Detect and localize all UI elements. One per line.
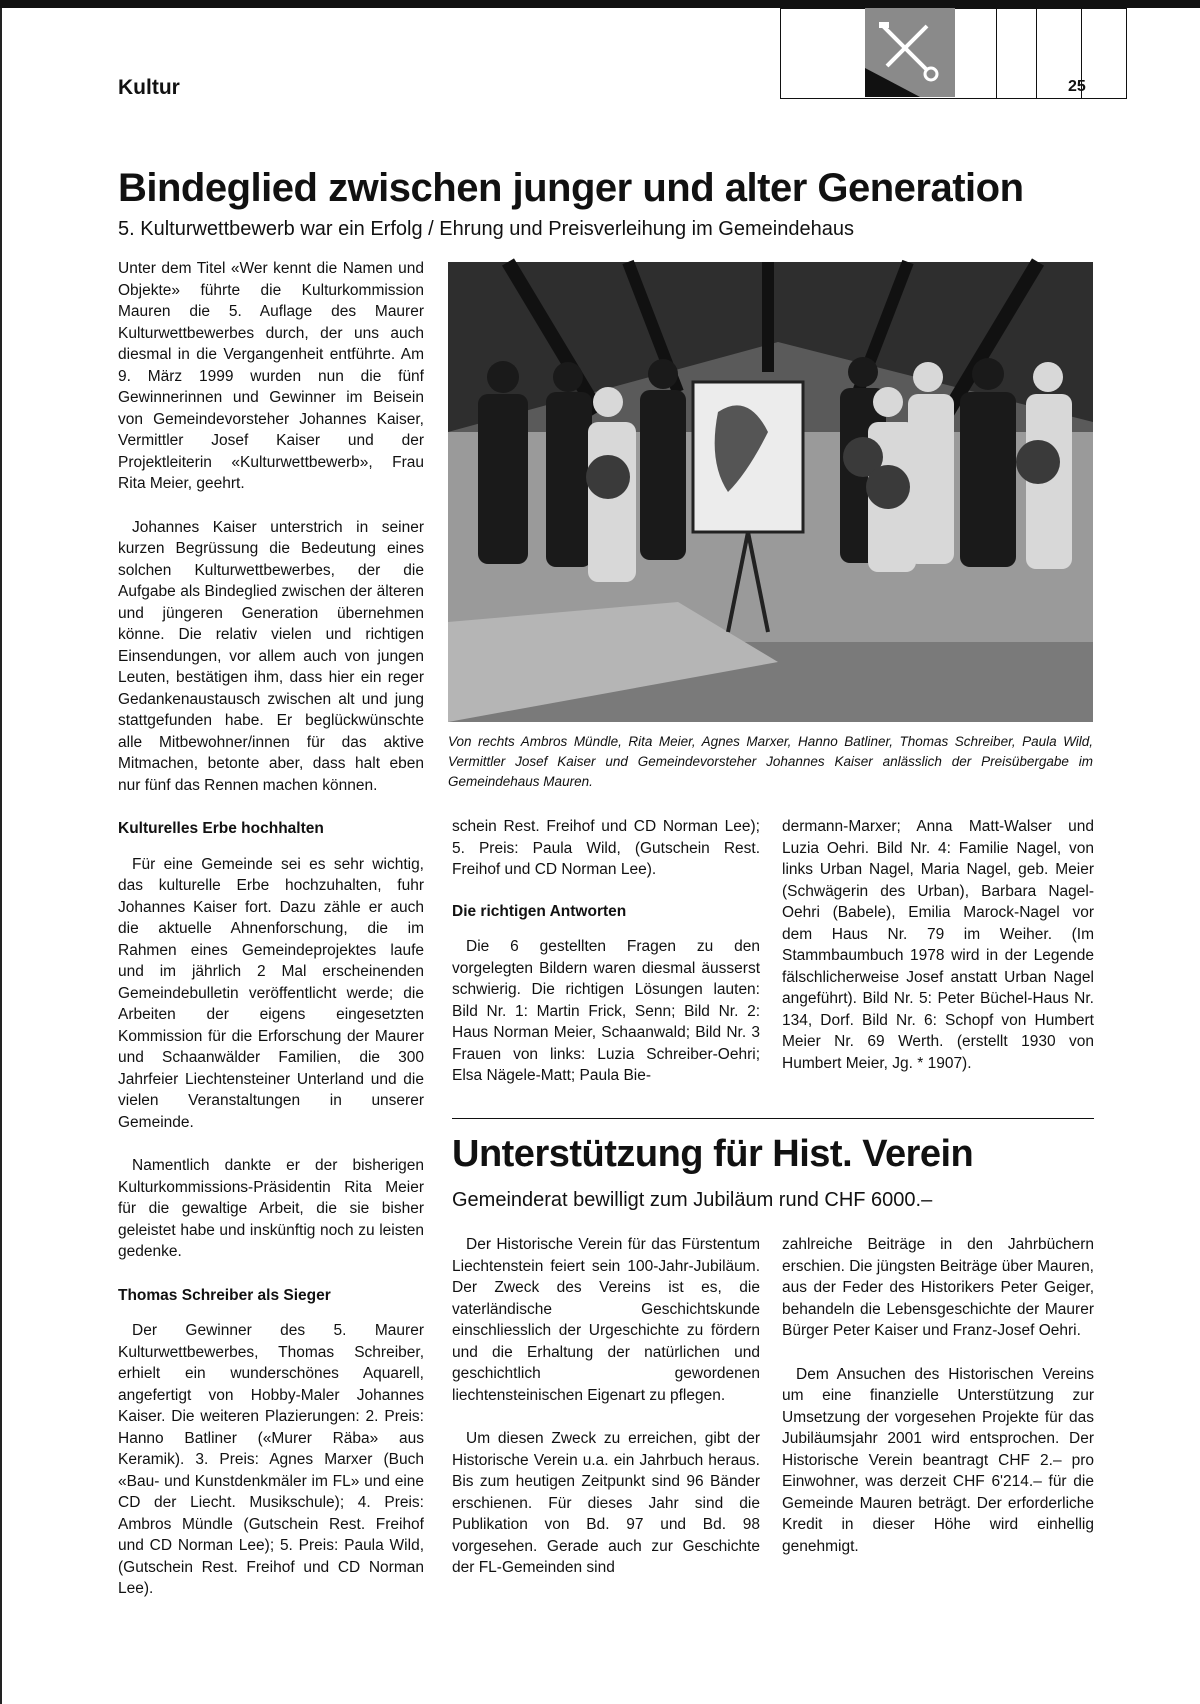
article2-right-column xyxy=(782,1234,1094,1579)
article2-subtitle: Gemeinderat bewilligt zum Jubiläum rund CHF 6000.– xyxy=(452,1189,933,1211)
body-paragraph: dermann-Marxer; Anna Matt-Walser und Luzia Oehri. Bild Nr. 4: Familie Nagel, von links Urban Nagel, Maria Nagel, geb. Meier (Schwägerin des Urban), Barbara Nagel-Oehri (Babele), Emilia Marock-Nagel vor dem Haus Nr. 79 im Weiher. (Im Stammbaumbuch 1978 wird in der Legende fälschlicherweise Josef anstatt Urban Nagel angeführt). Bild Nr. 5: Peter Büchel-Haus Nr. 134, Dorf. Bild Nr. 6: Schopf von Humbert Meier Nr. 69 Werth. (erstellt 1930 von Humbert Meier, Jg. * 1907). xyxy=(782,818,1094,1072)
body-paragraph: Um diesen Zweck zu erreichen, gibt der Historische Verein u.a. ein Jahrbuch heraus. Bis zum heutigen Zeitpunkt sind 96 Bänder erschienen. Für dieses Jahr sind die Publikation von Bd. 97 und Bd. 98 vorgesehen. Gerade auch zur Geschichte der FL-Gemeinden sind xyxy=(452,1430,760,1576)
page-edge-rule xyxy=(0,0,2,1704)
body-paragraph: Johannes Kaiser unterstrich in seiner kurzen Begrüssung die Bedeutung eines solchen Kulturwettbewerbes, der die Aufgabe als Bindeglied zwischen der älteren und jüngeren Generation übernehmen könne. Die relativ vielen und richtigen Einsendungen, vor allem auch von jungen Leuten, bestätigen ihm, dass hier ein reger Gedankenaustausch zwischen alt und jung stattgefunden habe. Er beglückwünschte alle Mitbewohner/innen für das aktive Mitmachen, betonte aber, dass halt eben nur fünf das Rennen machen können. xyxy=(118,518,424,794)
body-paragraph: Für eine Gemeinde sei es sehr wichtig, das kulturelle Erbe hochzuhalten, fuhr Johannes Kaiser fort. Dazu zähle er auch die aktuelle Ahnenforschung, die im Rahmen eines Gemeindeprojektes laufe und im jährlich 2 Mal erscheinenden Gemeindebulletin veröffentlicht werde; die Arbeiten der eigens eingesetzten Kommission für die Erforschung der Maurer und Schaanwälder Familien, die 300 Jahrfeier Liechtensteiner Unterland und die vielen Veranstaltungen in unserer Gemeinde. xyxy=(118,855,424,1131)
section-heading: Kulturelles Erbe hochhalten xyxy=(118,820,324,837)
article-subtitle: 5. Kulturwettbewerb war ein Erfolg / Ehrung und Preisverleihung im Gemeindehaus xyxy=(118,218,854,240)
section-label: Kultur xyxy=(118,76,180,99)
body-paragraph: Die 6 gestellten Fragen zu den vorgelegten Bildern waren diesmal äusserst schwierig. Die richtigen Lösungen lauten: Bild Nr. 1: Martin Frick, Senn; Bild Nr. 2: Haus Norman Meier, Schaanwald; Bild Nr. 3 Frauen von links: Luzia Schreiber-Oehri; Elsa Nägele-Matt; Paula Bie- xyxy=(452,938,760,1084)
body-paragraph: Unter dem Titel «Wer kennt die Namen und Objekte» führte die Kulturkommission Mauren die 5. Auflage des Maurer Kulturwettbewerbes durch, der uns auch diesmal in die Vergangenheit entführte. Am 9. März 1999 wurden nun die fünf Gewinnerinnen und Gewinner im Beisein von Gemeindevorsteher Johannes Kaiser, Vermittler Josef Kaiser und der Projektleiterin «Kulturwettbewerb», Frau Rita Meier, geehrt. xyxy=(118,260,424,492)
top-strip xyxy=(0,0,1200,8)
body-paragraph: Dem Ansuchen des Historischen Vereins um eine finanzielle Unterstützung zur Umsetzung der vorgesehen Projekte für das Jubiläumsjahr 2001 wird entsprochen. Der Historische Verein beantragt CHF 2.– pro Einwohner, was derzeit CHF 6'214.– für die Gemeinde Mauren beträgt. Der erforderliche Kredit in dieser Höhe wird einhellig genehmigt. xyxy=(782,1365,1094,1555)
article2-left-column xyxy=(452,1234,760,1579)
photo-caption: Von rechts Ambros Mündle, Rita Meier, Agnes Marxer, Hanno Batliner, Thomas Schreiber, Paula Wild, Vermittler Josef Kaiser und Gemeindevorsteher Johannes Kaiser anlässlich der Preisübergabe im Gemeindehaus Mauren. xyxy=(448,734,1093,789)
middle-column xyxy=(452,816,760,1087)
body-paragraph: Der Historische Verein für das Fürstentum Liechtenstein feiert sein 100-Jahr-Jubiläum. Der Zweck des Vereins ist es, die vaterländische Geschichtskunde einschliesslich der Urgeschichte zu fördern und die Erhaltung der natürlichen und geschichtlich gewordenen liechtensteinischen Eigenart zu pflegen. xyxy=(452,1236,760,1404)
article-title: Bindeglied zwischen junger und alter Generation xyxy=(118,166,1024,210)
crest-badge xyxy=(865,8,955,97)
body-paragraph: Namentlich dankte er der bisherigen Kulturkommissions-Präsidentin Rita Meier für die gewaltige Arbeit, die sie bisher geleistet habe und inskünftig noch zu leisten gedenke. xyxy=(118,1157,424,1260)
section-heading: Thomas Schreiber als Sieger xyxy=(118,1286,331,1304)
body-paragraph: zahlreiche Beiträge in den Jahrbüchern erschien. Die jüngsten Beiträge über Mauren, aus der Feder des Historikers Peter Geiger, behandeln die Lebensgeschichte der Maurer Bürger Peter Kaiser und Franz-Josef Oehri. xyxy=(782,1236,1094,1339)
section-heading: Die richtigen Antworten xyxy=(452,902,627,920)
photo-illustration xyxy=(448,262,1093,722)
page-number: 25 xyxy=(1068,78,1086,95)
tools-emblem-icon xyxy=(865,8,955,97)
group-photo xyxy=(448,262,1093,722)
article2-title: Unterstützung für Hist. Verein xyxy=(452,1133,974,1175)
left-column xyxy=(118,258,424,1597)
right-column xyxy=(782,816,1094,1074)
article-divider xyxy=(452,1118,1094,1119)
body-paragraph: schein Rest. Freihof und CD Norman Lee); 5. Preis: Paula Wild, (Gutschein Rest. Freihof und CD Norman Lee). xyxy=(452,818,760,878)
body-paragraph: Der Gewinner des 5. Maurer Kulturwettbewerbes, Thomas Schreiber, erhielt ein wunderschönes Aquarell, angefertigt von Hobby-Maler Johannes Kaiser. Die weiteren Plazierungen: 2. Preis: Hanno Batliner («Murer Räba» aus Keramik). 3. Preis: Agnes Marxer (Buch «Bau- und Kunstdenkmäler im FL» und eine CD der Liecht. Musikschule); 4. Preis: Ambros Mündle (Gutschein Rest. Freihof und CD Norman Lee); 5. Preis: Paula Wild, (Gutschein Rest. Freihof und CD Norman Lee). xyxy=(118,1322,424,1597)
